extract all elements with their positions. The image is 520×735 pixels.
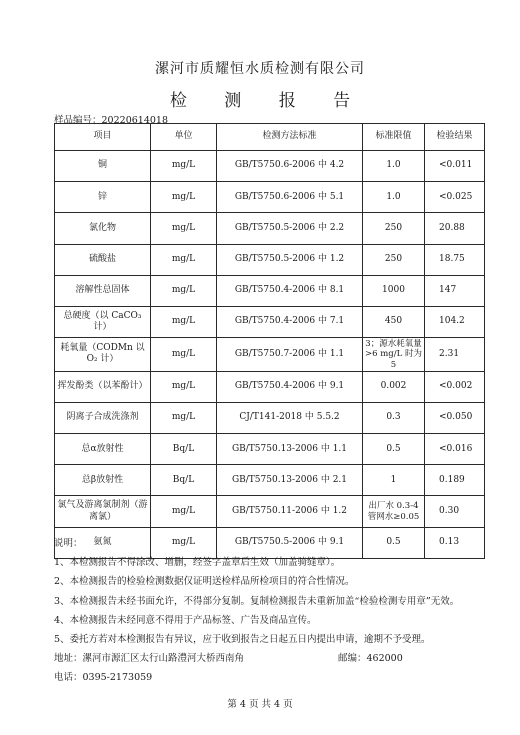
result-cell: 147 [425, 275, 485, 306]
limit-cell: 450 [363, 306, 425, 337]
unit-cell: mg/L [151, 151, 217, 182]
result-cell: <0.050 [425, 402, 485, 433]
unit-cell: mg/L [151, 275, 217, 306]
note-item: 3、本检测报告未经书面允许，不得部分复制。复制检测报告未重新加盖“检验检测专用章”无效。 [54, 595, 460, 607]
table-row [55, 275, 485, 306]
method-cell: CJ/T141-2018 中 5.5.2 [217, 402, 363, 433]
report-title: 检 测 报 告 [169, 91, 367, 111]
unit-cell: mg/L [151, 527, 217, 558]
unit-cell: mg/L [151, 496, 217, 527]
item-cell: 硫酸盐 [55, 244, 151, 275]
limit-cell: 0.5 [363, 434, 425, 465]
table-row [55, 151, 485, 182]
method-cell: GB/T5750.11-2006 中 1.2 [217, 496, 363, 527]
unit-cell: mg/L [151, 182, 217, 213]
results-table [54, 123, 485, 559]
company-name: 漯河市质耀恒水质检测有限公司 [155, 61, 365, 77]
method-cell: GB/T5750.13-2006 中 1.1 [217, 434, 363, 465]
item-cell: 总β放射性 [55, 465, 151, 496]
item-cell: 总硬度（以 CaCO₃ 计） [55, 306, 151, 337]
unit-cell: mg/L [151, 213, 217, 244]
limit-cell: 1 [363, 465, 425, 496]
notes-section [54, 534, 494, 688]
table-row [55, 434, 485, 465]
item-cell: 溶解性总固体 [55, 275, 151, 306]
column-header-limit: 标准限值 [363, 124, 425, 151]
column-header-unit: 单位 [151, 124, 217, 151]
sample-number-label: 样品编号： [54, 115, 102, 126]
unit-cell: mg/L [151, 306, 217, 337]
method-cell: GB/T5750.13-2006 中 2.1 [217, 465, 363, 496]
note-item: 5、委托方若对本检测报告有异议，应于收到报告之日起五日内提出申请，逾期不予受理。 [54, 634, 431, 646]
item-cell: 阴离子合成洗涤剂 [55, 402, 151, 433]
table-header-row [55, 124, 485, 151]
result-cell: 18.75 [425, 244, 485, 275]
result-cell: <0.002 [425, 371, 485, 402]
limit-cell: 250 [363, 213, 425, 244]
method-cell: GB/T5750.5-2006 中 2.2 [217, 213, 363, 244]
table-row [55, 402, 485, 433]
note-item: 4、本检测报告未经同意不得用于产品标签、广告及商品宣传。 [54, 614, 317, 626]
method-cell: GB/T5750.7-2006 中 1.1 [217, 338, 363, 372]
table-row [55, 213, 485, 244]
postcode: 邮编：462000 [338, 653, 403, 665]
table-row [55, 306, 485, 337]
unit-cell: mg/L [151, 402, 217, 433]
page-number: 第 4 页 共 4 页 [227, 699, 293, 710]
address-line [54, 649, 494, 668]
result-cell: <0.025 [425, 182, 485, 213]
table-row [55, 182, 485, 213]
limit-cell: 1.0 [363, 182, 425, 213]
method-cell: GB/T5750.6-2006 中 4.2 [217, 151, 363, 182]
method-cell: GB/T5750.6-2006 中 5.1 [217, 182, 363, 213]
address: 地址：漯河市源汇区太行山路澧河大桥西南角 [54, 653, 245, 665]
method-cell: GB/T5750.4-2006 中 7.1 [217, 306, 363, 337]
method-cell: GB/T5750.5-2006 中 1.2 [217, 244, 363, 275]
item-cell: 氯化物 [55, 213, 151, 244]
method-cell: GB/T5750.4-2006 中 8.1 [217, 275, 363, 306]
table-row [55, 371, 485, 402]
notes-heading: 说明： [54, 538, 83, 549]
column-header-item: 项目 [55, 124, 151, 151]
unit-cell: Bq/L [151, 465, 217, 496]
phone: 电话：0395-2173059 [54, 672, 153, 684]
result-cell: 20.88 [425, 213, 485, 244]
result-cell: <0.011 [425, 151, 485, 182]
table-row [55, 465, 485, 496]
column-header-method: 检测方法标准 [217, 124, 363, 151]
result-cell: 0.30 [425, 496, 485, 527]
limit-cell: 1.0 [363, 151, 425, 182]
limit-cell: 3；源水耗氧量>6 mg/L 时为 5 [363, 338, 425, 372]
result-cell: 0.189 [425, 465, 485, 496]
table-row [55, 338, 485, 372]
table-row [55, 496, 485, 527]
result-cell: 2.31 [425, 338, 485, 372]
column-header-result: 检验结果 [425, 124, 485, 151]
item-cell: 铜 [55, 151, 151, 182]
item-cell: 锌 [55, 182, 151, 213]
result-cell: 0.13 [425, 527, 485, 558]
unit-cell: Bq/L [151, 434, 217, 465]
method-cell: GB/T5750.4-2006 中 9.1 [217, 371, 363, 402]
item-cell: 总α放射性 [55, 434, 151, 465]
unit-cell: mg/L [151, 244, 217, 275]
limit-cell: 0.5 [363, 527, 425, 558]
limit-cell: 1000 [363, 275, 425, 306]
result-cell: <0.016 [425, 434, 485, 465]
note-item: 2、本检测报告的检验检测数据仅证明送检样品所检项目的符合性情况。 [54, 576, 355, 588]
item-cell: 耗氧量（CODMn 以 O₂ 计） [55, 338, 151, 372]
item-cell: 挥发酚类（以苯酚计） [55, 371, 151, 402]
limit-cell: 0.3 [363, 402, 425, 433]
unit-cell: mg/L [151, 371, 217, 402]
note-item: 1、本检测报告不得涂改、增删，经签字盖章后生效（加盖骑缝章）。 [54, 557, 341, 569]
method-cell: GB/T5750.5-2006 中 9.1 [217, 527, 363, 558]
sample-number-value: 20220614018 [101, 115, 169, 126]
unit-cell: mg/L [151, 338, 217, 372]
item-cell: 氨氮 [55, 527, 151, 558]
item-cell: 氯气及游离氯制剂（游离氯） [55, 496, 151, 527]
limit-cell: 250 [363, 244, 425, 275]
limit-cell: 出厂水 0.3-4 管网水≥0.05 [363, 496, 425, 527]
limit-cell: 0.002 [363, 371, 425, 402]
result-cell: 104.2 [425, 306, 485, 337]
table-row [55, 244, 485, 275]
